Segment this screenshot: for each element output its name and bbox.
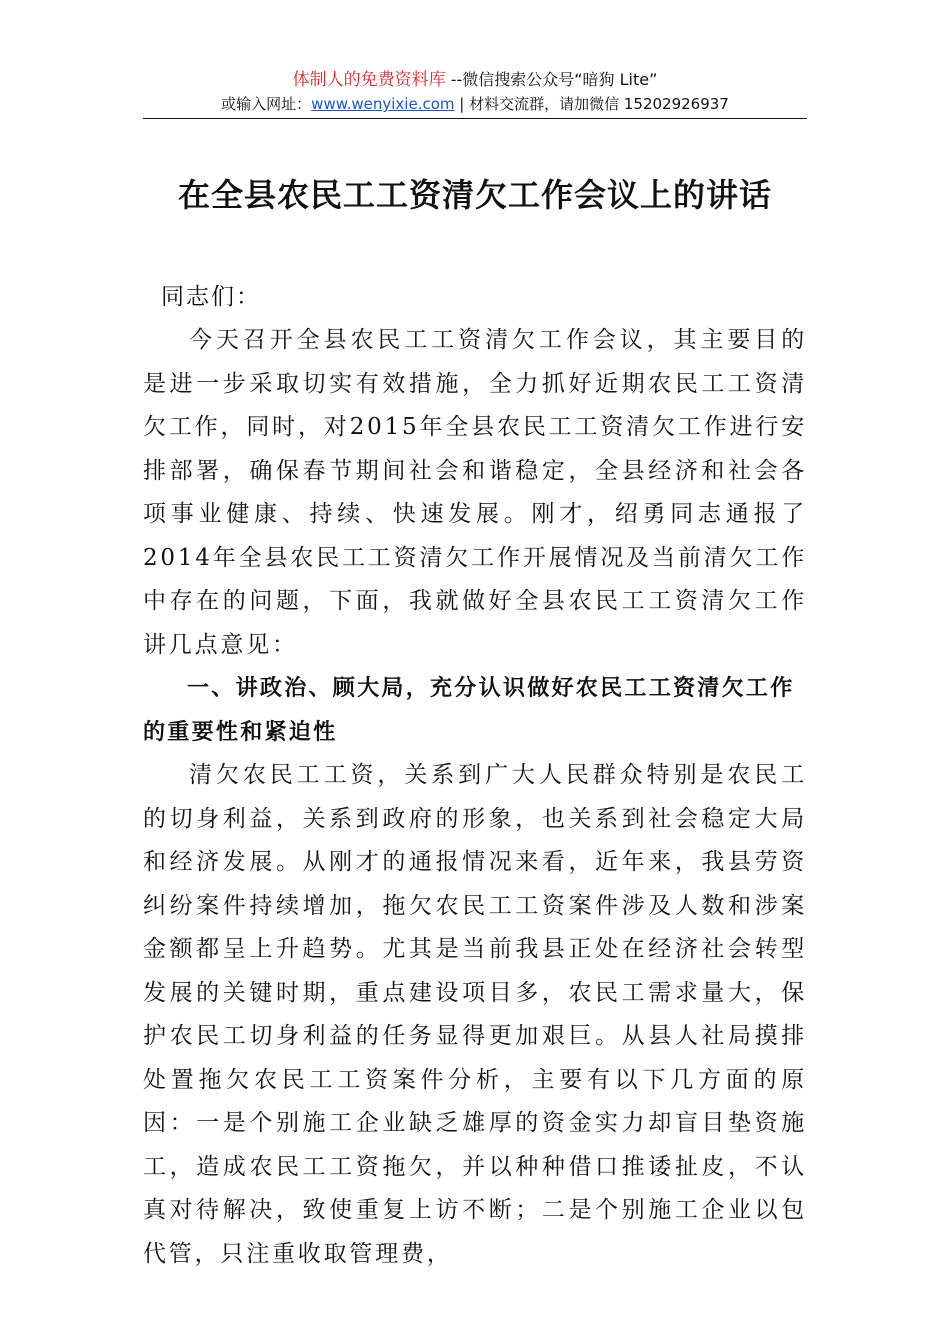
url-prefix: 或输入网址：: [221, 95, 312, 113]
page-header: [143, 68, 807, 115]
header-divider: [143, 118, 807, 119]
document-title: 在全县农民工工资清欠工作会议上的讲话: [177, 176, 772, 214]
brand-name: 体制人的免费资料库: [292, 70, 446, 90]
header-promo-line: [143, 68, 807, 92]
section-heading-1: 一、讲政治、顾大局，充分认识做好农民工工资清欠工作的重要性和紧迫性: [143, 676, 795, 745]
contact-info: | 材料交流群，请加微信 15202926937: [454, 95, 729, 113]
salutation: 同志们：: [161, 284, 261, 310]
website-link[interactable]: www.wenyixie.com: [311, 95, 455, 113]
paragraph-section-1: 清欠农民工工资，关系到广大人民群众特别是农民工的切身利益，关系到政府的形象，也关系到社会稳定大局和经济发展。从刚才的通报情况来看，近年来，我县劳资纠纷案件持续增加，拖欠农民工工资案件涉及人数和涉案金额都呈上升趋势。尤其是当前我县正处在经济社会转型发展的关键时期，重点建设项目多，农民工需求量大，保护农民工切身利益的任务显得更加艰巨。从县人社局摸排处置拖欠农民工工资案件分析，主要有以下几方面的原因：一是个别施工企业缺乏雄厚的资金实力却盲目垫资施工，造成农民工工资拖欠，并以种种借口推诿扯皮，不认真对待解决，致使重复上访不断；二是个别施工企业以包代管，只注重收取管理费，: [143, 762, 807, 1267]
paragraph-intro: 今天召开全县农民工工资清欠工作会议，其主要目的是进一步采取切实有效措施，全力抓好近期农民工工资清欠工作，同时，对2015年全县农民工工资清欠工作进行安排部署，确保春节期间社会和谐稳定，全县经济和社会各项事业健康、持续、快速发展。刚才，绍勇同志通报了2014年全县农民工工资清欠工作开展情况及当前清欠工作中存在的问题，下面，我就做好全县农民工工资清欠工作讲几点意见：: [143, 327, 807, 658]
document-body: [143, 276, 807, 1276]
header-contact-line: [143, 93, 807, 115]
wechat-search-note: --微信搜索公众号“暗狗 Lite”: [445, 70, 658, 89]
